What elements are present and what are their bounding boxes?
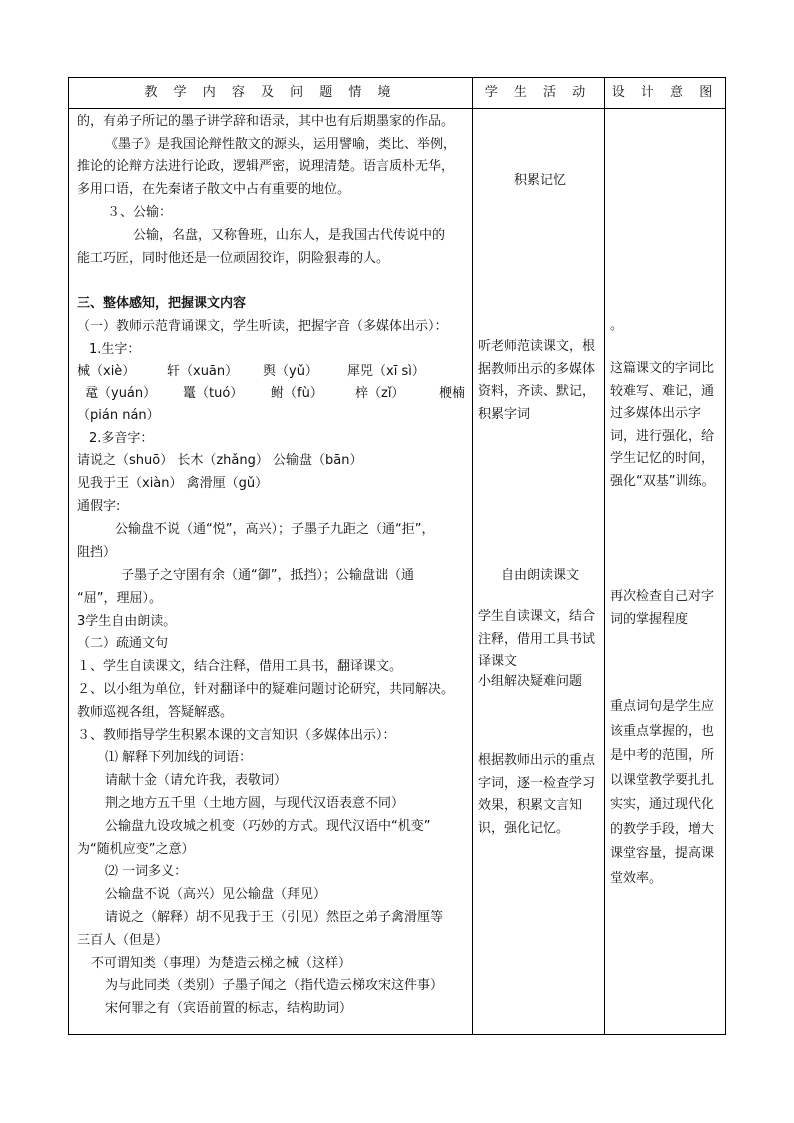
text-line: 能工巧匠，同时他还是一位顽固狡诈，阴险狠毒的人。: [77, 251, 390, 266]
text-line: 请献十金（请允许我，表敬词）: [105, 773, 288, 788]
text-line: 1.生字：: [89, 342, 141, 357]
text-line: ３、教师指导学生积累本课的文言知识（多媒体出示）：: [77, 728, 396, 743]
header-divider: [69, 108, 725, 109]
text-line: 请说之（shuō） 长木（zhǎng） 公输盘（bān）: [77, 453, 363, 468]
text-line: 请说之（解释）胡不见我于王（引见）然臣之弟子禽滑厘等: [105, 910, 444, 925]
text-line: 3学生自由朗读。: [77, 614, 177, 629]
text-line: 公输盘九设攻城之机变（巧妙的方式。现代汉语中“机变”: [105, 819, 431, 834]
text-line: ⑵ 一词多义：: [105, 864, 188, 879]
design-note: 这篇课文的字词比较难写、难记，通过多媒体出示字词，进行强化，给学生记忆的时间，强化“双基”训练。: [610, 361, 715, 489]
text-line: １、学生自读课文，结合注释，借用工具书，翻译课文。: [77, 659, 403, 674]
header-content: 教 学 内 容 及 问 题 情 境: [144, 85, 397, 100]
char-item: 舆（yǔ）: [263, 364, 318, 379]
text-line: 公输，名盘，又称鲁班，山东人，是我国古代传说中的: [133, 228, 446, 243]
char-item: 鼍（tuó）: [183, 386, 244, 401]
char-item: 楩楠: [439, 386, 466, 401]
text-line: 教师巡视各组，答疑解惑。: [77, 705, 234, 720]
activity-note: 小组解决疑难问题: [478, 674, 583, 689]
text-line: 公输盘不说（通“悦”，高兴）；子墨子九距之（通“拒”，: [115, 522, 435, 537]
text-line: ⑴ 解释下列加线的词语：: [105, 750, 253, 765]
column-divider: [472, 78, 473, 1034]
text-line: 三百人（但是）: [77, 933, 169, 948]
text-line: 宋何罪之有（宾语前置的标志，结构助词）: [105, 1001, 353, 1016]
char-item: 鼋（yuán）: [85, 386, 157, 401]
activity-note: 学生自读课文，结合注释，借用工具书试译课文: [478, 609, 596, 669]
text-line: 见我于王（xiàn） 禽滑厘（gǔ）: [77, 476, 269, 491]
text-line: 的，有弟子所记的墨子讲学辞和语录，其中也有后期墨家的作品。: [77, 114, 455, 129]
section-heading: 三、整体感知，把握课文内容: [77, 296, 247, 311]
text-line: 公输盘不说（高兴）见公输盘（拜见）: [105, 887, 327, 902]
activity-note: 根据教师出示的重点字词，逐一检查学习效果，积累文言知识，强化记忆。: [478, 753, 596, 836]
activity-note: 积累记忆: [513, 173, 566, 188]
text-line: 荆之地方五千里（土地方圆，与现代汉语表意不同）: [105, 796, 405, 811]
design-note: 。: [610, 318, 624, 333]
text-line: 《墨子》是我国论辩性散文的源头，运用譬喻，类比、举例，: [105, 137, 457, 152]
design-note: 重点词句是学生应该重点掌握的，也是中考的范围，所以课堂教学要扎扎实实，通过现代化的教学手段，增大课堂容量，提高课堂效率。: [610, 699, 715, 886]
header-intent: 设 计 意 图: [611, 85, 719, 100]
text-line: ２、以小组为单位，针对翻译中的疑难问题讨论研究，共同解决。: [77, 682, 455, 697]
text-line: 推论的论辩方法进行论政，逻辑严密，说理清楚。语言质朴无华，: [77, 159, 455, 174]
text-line: 为与此同类（类别）子墨子闻之（指代造云梯攻宋这件事）: [105, 978, 444, 993]
text-line: 阻挡）: [77, 545, 117, 560]
char-item: （pián nán）: [77, 408, 160, 423]
char-item: 械（xiè）: [77, 364, 136, 379]
text-line: 不可谓知类（事理）为楚造云梯之械（这样）: [91, 956, 352, 971]
char-item: 梓（zǐ）: [355, 386, 405, 401]
char-item: 轩（xuān）: [167, 364, 239, 379]
text-line: （一）教师示范背诵课文，学生听读，把握字音（多媒体出示）：: [77, 319, 448, 334]
text-line: 多用口语，在先秦诸子散文中占有重要的地位。: [77, 182, 351, 197]
text-line: （二）疏通文句: [77, 636, 169, 651]
char-item: 犀兕（xī sì）: [347, 364, 425, 379]
activity-note: 自由朗读课文: [500, 568, 579, 583]
text-line: “屈”，理屈）。: [77, 591, 162, 606]
text-line: 为“随机应变”之意）: [77, 842, 195, 857]
header-activity: 学 生 活 动: [484, 85, 592, 100]
text-line: 通假字:: [77, 499, 121, 514]
char-item: 鲋（fù）: [271, 386, 323, 401]
text-line: 2.多音字：: [89, 431, 154, 446]
text-line: 子墨子之守圉有余（通“御”，抵挡）；公输盘诎（通: [121, 568, 414, 583]
column-divider: [604, 78, 605, 1034]
lesson-table: [68, 77, 726, 1035]
text-line: ３、公输：: [107, 205, 173, 220]
design-note: 再次检查自己对字词的掌握程度: [610, 589, 715, 627]
activity-note: 听老师范读课文，根据教师出示的多媒体资料，齐读、默记，积累字词: [478, 339, 596, 422]
